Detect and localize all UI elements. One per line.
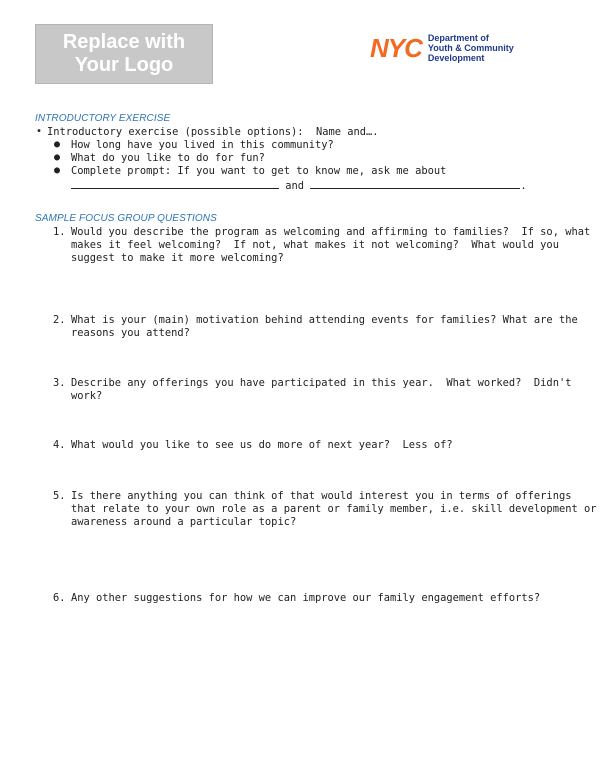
prompt-end: . (520, 180, 527, 192)
question-number: 3. (53, 377, 66, 389)
bullet-dot: ● (54, 139, 61, 150)
bullet-dot: ● (54, 152, 61, 163)
nyc-mark: NYC (370, 33, 422, 63)
bullet-dot: ● (54, 165, 61, 176)
prompt-blanks-line (71, 178, 527, 193)
intro-item-3: Complete prompt: If you want to get to know me, ask me about (71, 165, 447, 177)
intro-lead: Introductory exercise (possible options): Name and…. (47, 126, 379, 138)
question-1-line-2: makes it feel welcoming? If not, what makes it not welcoming? What would you (71, 239, 559, 251)
question-5-line-1: Is there anything you can think of that would interest you in terms of offerings (71, 490, 572, 502)
agency-name-line-1: Department of (427, 33, 489, 43)
bullet-dot: • (36, 126, 43, 137)
question-5-line-3: awareness around a particular topic? (71, 516, 297, 528)
question-3-line-1: Describe any offerings you have participated in this year. What worked? Didn't (71, 377, 572, 389)
intro-item-1: How long have you lived in this community? (71, 139, 334, 151)
question-number: 5. (53, 490, 66, 502)
agency-name (428, 33, 514, 63)
agency-logo (370, 33, 514, 63)
question-2-line-2: reasons you attend? (71, 327, 190, 339)
agency-name-line-2: Youth & Community (427, 43, 514, 53)
question-4-line-1: What would you like to see us do more of next year? Less of? (71, 439, 453, 451)
question-1-line-3: suggest to make it more welcoming? (71, 252, 284, 264)
intro-heading: INTRODUCTORY EXERCISE (35, 113, 171, 124)
prompt-blank-1[interactable] (71, 178, 279, 189)
question-number: 6. (53, 592, 66, 604)
questions-heading: SAMPLE FOCUS GROUP QUESTIONS (35, 213, 217, 224)
question-number: 1. (53, 226, 66, 238)
logo-placeholder (35, 24, 213, 84)
question-number: 2. (53, 314, 66, 326)
prompt-join: and (285, 180, 305, 192)
question-2-line-1: What is your (main) motivation behind attending events for families? What are the (71, 314, 578, 326)
agency-name-line-3: Development (427, 53, 485, 63)
question-number: 4. (53, 439, 66, 451)
logo-placeholder-line-1: Replace with (62, 31, 186, 53)
question-1-line-1: Would you describe the program as welcoming and affirming to families? If so, what (71, 226, 591, 238)
logo-placeholder-line-2: Your Logo (74, 54, 174, 76)
intro-item-2: What do you like to do for fun? (71, 152, 265, 164)
question-5-line-2: that relate to your own role as a parent or family member, i.e. skill development or (71, 503, 597, 515)
question-3-line-2: work? (71, 390, 103, 402)
question-6-line-1: Any other suggestions for how we can improve our family engagement efforts? (71, 592, 541, 604)
prompt-blank-2[interactable] (310, 178, 520, 189)
